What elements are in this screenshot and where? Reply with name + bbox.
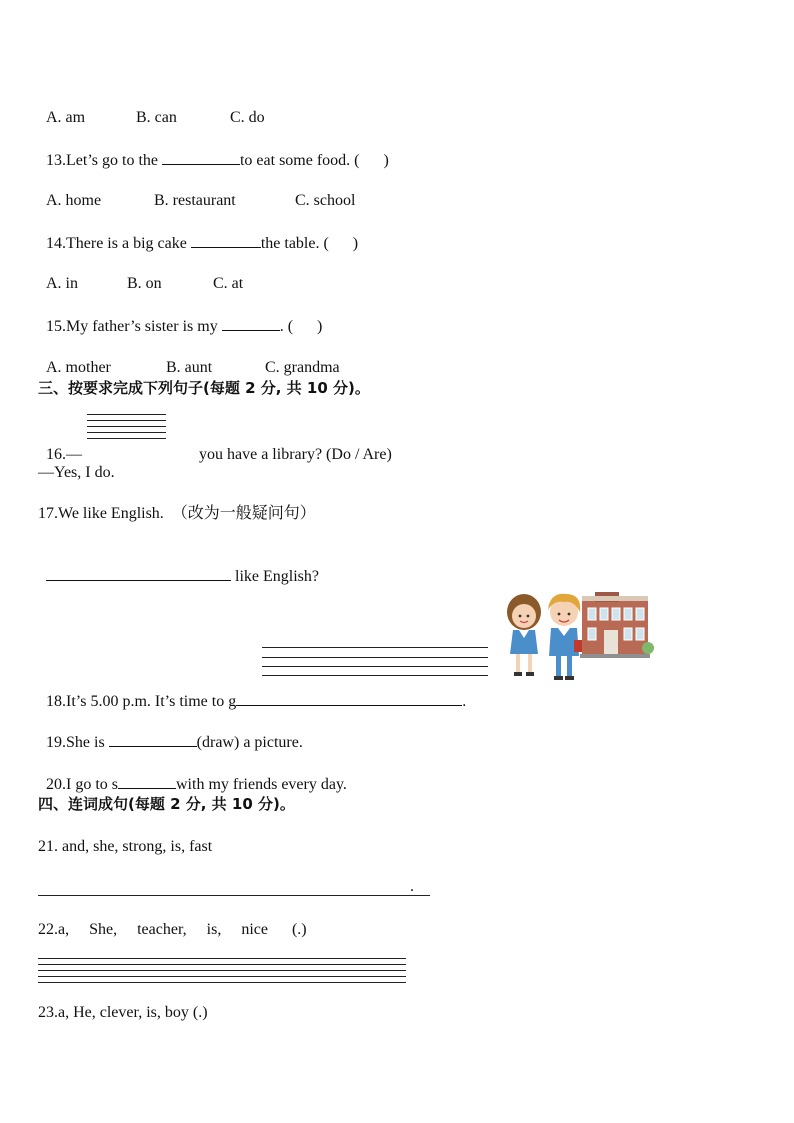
section-4-heading: 四、连词成句(每题 2 分, 共 10 分)。 xyxy=(38,795,295,813)
q17-answer-line xyxy=(38,546,319,587)
q13-option-a: A. home xyxy=(46,192,102,209)
q15-option-b: B. aunt xyxy=(166,359,213,376)
q18-prefix: 18.It’s 5.00 p.m. It’s time to g xyxy=(46,693,237,710)
q17-question: 17.We like English. （改为一般疑问句） xyxy=(38,505,316,522)
section-3-heading: 三、按要求完成下列句子(每题 2 分, 共 10 分)。 xyxy=(38,379,370,397)
q18-writing-line[interactable] xyxy=(262,647,488,648)
q12-option-c: C. do xyxy=(230,109,265,126)
q18-writing-line[interactable] xyxy=(262,666,488,667)
q18-answer-blank[interactable] xyxy=(236,691,462,706)
q19-suffix: (draw) a picture. xyxy=(196,734,303,751)
q21-end-mark: . xyxy=(410,878,414,895)
q17-answer-suffix: like English? xyxy=(231,568,319,585)
q18-question xyxy=(38,671,466,712)
q20-suffix: with my friends every day. xyxy=(176,776,347,793)
q12-options xyxy=(38,88,265,128)
q16-writing-line[interactable] xyxy=(87,420,166,421)
q18-suffix: . xyxy=(462,693,467,710)
q14-prefix: 14.There is a big cake xyxy=(46,235,191,252)
q20-prefix: 20.I go to s xyxy=(46,776,118,793)
q22-answer-line[interactable] xyxy=(38,958,406,959)
q16-suffix: you have a library? (Do / Are) xyxy=(195,446,392,463)
q15-suffix: . ( ) xyxy=(279,318,323,335)
q12-option-a: A. am xyxy=(46,109,86,126)
q14-question xyxy=(38,213,358,254)
q19-question xyxy=(38,712,303,753)
q13-prefix: 13.Let’s go to the xyxy=(46,152,162,169)
q13-options xyxy=(38,171,355,211)
q13-option-b: B. restaurant xyxy=(154,192,236,209)
q19-prefix: 19.She is xyxy=(46,734,109,751)
q16-writing-line[interactable] xyxy=(87,414,166,415)
school-children-icon xyxy=(500,586,656,688)
q15-answer-blank[interactable] xyxy=(222,316,280,331)
q22-answer-line[interactable] xyxy=(38,982,406,983)
q12-option-b: B. can xyxy=(136,109,177,126)
q16-prefix: 16.— xyxy=(46,446,82,463)
q14-options xyxy=(38,254,243,294)
school-children-illustration xyxy=(500,586,656,688)
q22-answer-line[interactable] xyxy=(38,976,406,977)
q14-option-b: B. on xyxy=(127,275,162,292)
q15-prefix: 15.My father’s sister is my xyxy=(46,318,222,335)
q21-answer-line[interactable] xyxy=(38,895,430,896)
q14-answer-blank[interactable] xyxy=(191,233,261,248)
q16-answer: —Yes, I do. xyxy=(38,464,115,481)
q20-question xyxy=(38,754,347,795)
q14-option-c: C. at xyxy=(213,275,244,292)
q13-question xyxy=(38,130,389,171)
q14-suffix: the table. ( ) xyxy=(260,235,359,252)
q20-answer-blank[interactable] xyxy=(118,774,176,789)
q13-option-c: C. school xyxy=(295,192,356,209)
q18-writing-line[interactable] xyxy=(262,657,488,658)
q22-question: 22.a, She, teacher, is, nice (.) xyxy=(38,921,307,938)
q17-answer-blank[interactable] xyxy=(46,566,231,581)
q22-answer-line[interactable] xyxy=(38,970,406,971)
q19-answer-blank[interactable] xyxy=(109,732,197,747)
q14-option-a: A. in xyxy=(46,275,78,292)
q15-option-c: C. grandma xyxy=(265,359,340,376)
q22-answer-line[interactable] xyxy=(38,964,406,965)
q15-question xyxy=(38,296,322,337)
q15-options xyxy=(38,338,340,378)
q16-question xyxy=(38,425,392,465)
q23-question: 23.a, He, clever, is, boy (.) xyxy=(38,1004,208,1021)
q15-option-a: A. mother xyxy=(46,359,111,376)
q21-question: 21. and, she, strong, is, fast xyxy=(38,838,213,855)
q13-answer-blank[interactable] xyxy=(162,150,240,165)
q13-suffix: to eat some food. ( ) xyxy=(239,152,389,169)
